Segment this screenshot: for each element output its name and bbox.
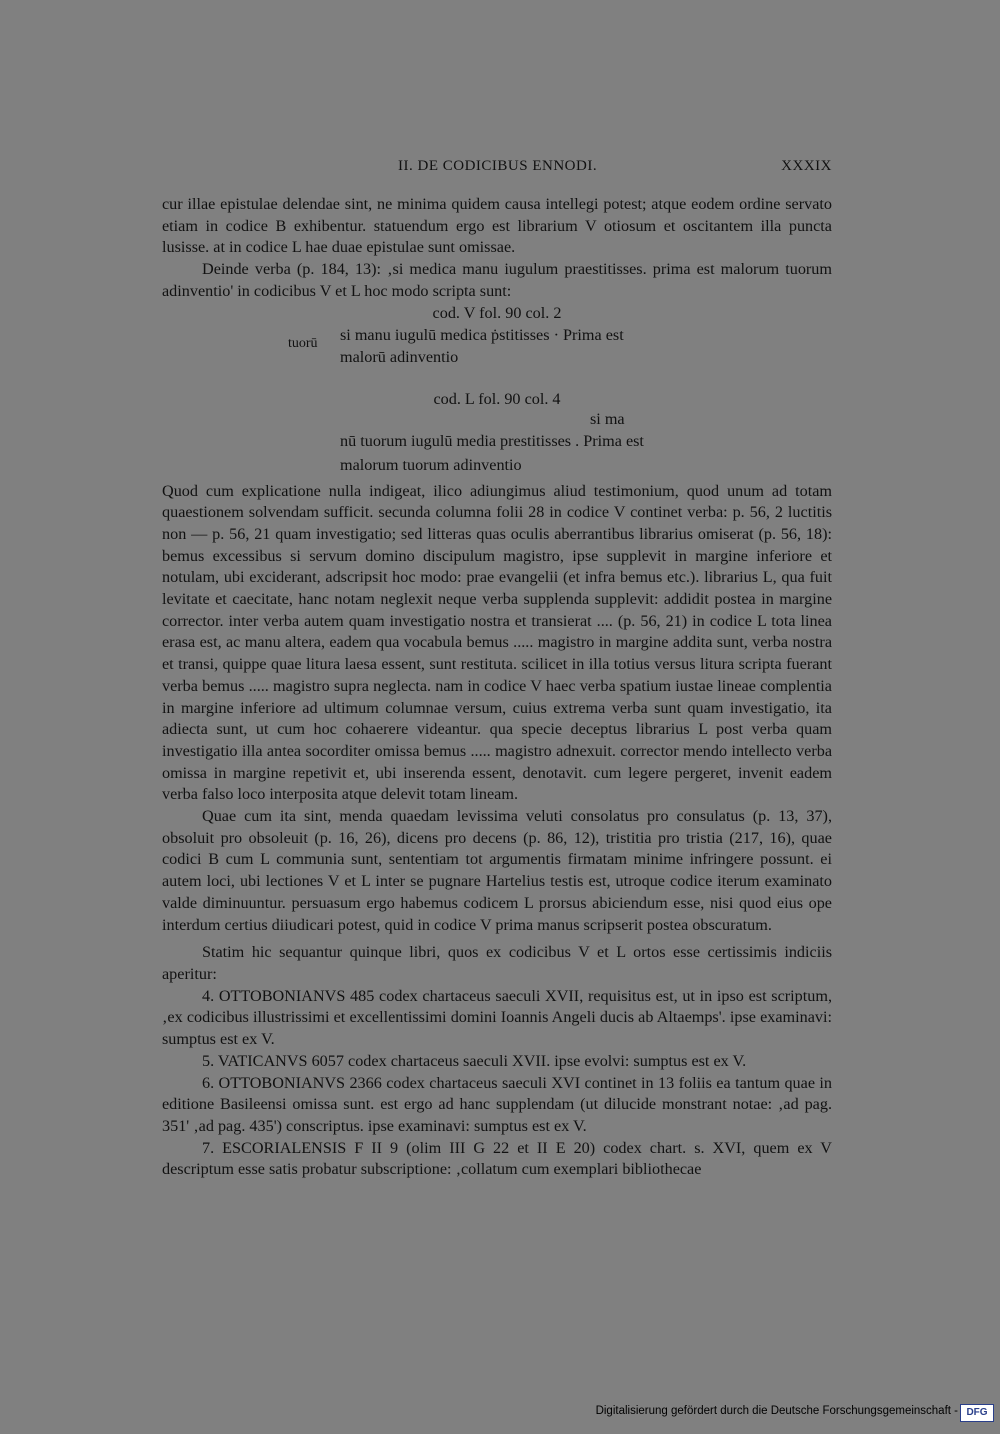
codex-v-line-1: si manu iugulū medica ṗstitisses · Prima est	[340, 325, 624, 344]
paragraph-6: 4. OTTOBONIANVS 485 codex chartaceus saeculi XVII, requisitus est, ut in ipso est scriptum, ‚ex codicibus illustrissimi et excellentissimi domini Ioannis Angeli ducis ab Altaemps'. ipse examinavi: sumptus est ex V.	[162, 986, 832, 1049]
paragraph-9: 7. ESCORIALENSIS F II 9 (olim III G 22 et II E 20) codex chart. s. XVI, quem ex V descriptum esse satis probatur subscriptione: ‚collatum cum exemplari bibliothecae	[162, 1138, 832, 1179]
codex-v-line-2: malorū adinventio	[340, 347, 459, 366]
page-body	[162, 194, 832, 1181]
codex-l-line-1: nū tuorum iugulū media prestitisses . Prima est	[340, 431, 644, 450]
page-number: XXXIX	[781, 158, 832, 174]
paragraph-1: cur illae epistulae delendae sint, ne minima quidem causa intellegi potest; atque eodem ordine servato etiam in codice B exhibentur. statuendum ergo est librarium V otiosum et oscitantem illa puncta lusisse. at in codice L hae duae epistulae sunt omissae.	[162, 195, 832, 257]
funding-credit: Digitalisierung gefördert durch die Deutsche Forschungsgemeinschaft -	[595, 1405, 958, 1417]
header-title: II. DE CODICIBUS ENNODI.	[398, 158, 598, 174]
codex-l-excerpt	[162, 389, 832, 481]
codex-v-margin-note: tuorū	[288, 335, 318, 351]
paragraph-2: Deinde verba (p. 184, 13): ‚si medica manu iugulum praestitisses. prima est malorum tuorum adinventio' in codicibus V et L hoc modo scripta sunt:	[162, 260, 832, 300]
codex-v-excerpt	[162, 303, 832, 389]
codex-v-label: cod. V fol. 90 col. 2	[432, 303, 562, 322]
codex-l-interlinear: si ma	[590, 409, 625, 428]
paragraph-4: Quae cum ita sint, menda quaedam levissima veluti consolatus pro consulatus (p. 13, 37), obsoluit pro obsoleuit (p. 16, 26), dicens pro decens (p. 86, 12), tristitia pro tristia (217, 16), quae codici B cum L communia sunt, sententiam tot argumentis firmatam minime infringere possunt. ei autem loci, ubi lectiones V et L inter se pugnare Hartelius testis est, utroque codice iterum examinato valde diminuuntur. persuasum ergo habemus codicem L prorsus abiciendum esse, nisi quod eius ope interdum certius diiudicari potest, quid in codice V prima manus scripserit postea obscuratum.	[162, 807, 832, 934]
dfg-logo: DFG	[960, 1404, 994, 1422]
running-header	[160, 158, 832, 184]
paragraph-5: Statim hic sequantur quinque libri, quos ex codicibus V et L ortos esse certissimis indiciis aperitur:	[162, 943, 832, 983]
footer-bar	[0, 1402, 1000, 1426]
paragraph-3: Quod cum explicatione nulla indigeat, ilico adiungimus aliud testimonium, quod unum ad totam quaestionem solvendam sufficit. secunda columna folii 28 in codice V continet verba: p. 56, 2 luctitis non — p. 56, 21 quam investigatio; sed litteras quas oculis aberrantibus librarius omiserat (p. 56, 18): bemus excessibus si servum domino discipulum magistro, ipse supplevit in margine inferiore et notulam, ubi exciderant, adscripsit hoc modo: prae evangelii (et infra bemus etc.). librarius L, qua fuit levitate et caecitate, hanc notam neglexit neque verba supplenda supplevit: addidit postea in margine corrector. inter verba autem quam investigatio nostra et transierat .... (p. 56, 21) in codice L tota linea erasa est, ac manu altera, eadem qua vocabula bemus ..... magistro in margine addita sunt, verba nostra et transi, quippe quae litura laesa essent, sunt restituta. scilicet in illa totius versus litura scripta fuerant verba bemus ..... magistro supra neglecta. nam in codice V haec verba spatium iustae lineae complentia in margine inferiore ad ultimum columnae versum, cuius extrema verba sunt quam investigatio, ita adiecta sunt, ut cum hoc cohaerere videantur. qua specie deceptus librarius L post verba quam investigatio illa antea socorditer omissa bemus ..... magistro adnexuit. corrector mendo intellecto verba omissa in margine repetivit et, ubi inserenda essent, denotavit. cum legere pergeret, invenit eadem verba falso loco interposita atque delevit totam lineam.	[162, 481, 832, 804]
codex-l-line-2: malorum tuorum adinventio	[340, 455, 522, 474]
codex-l-label: cod. L fol. 90 col. 4	[433, 389, 561, 408]
paragraph-8: 6. OTTOBONIANVS 2366 codex chartaceus saeculi XVI continet in 13 foliis ea tantum quae in editione Basileensi omissa sunt. est ergo ad hanc supplendam (ut dilucide monstrant notae: ‚ad pag. 351' ‚ad pag. 435') conscriptus. ipse examinavi: sumptus est ex V.	[162, 1073, 832, 1135]
paragraph-7: 5. VATICANVS 6057 codex chartaceus saeculi XVII. ipse evolvi: sumptus est ex V.	[202, 1051, 747, 1070]
